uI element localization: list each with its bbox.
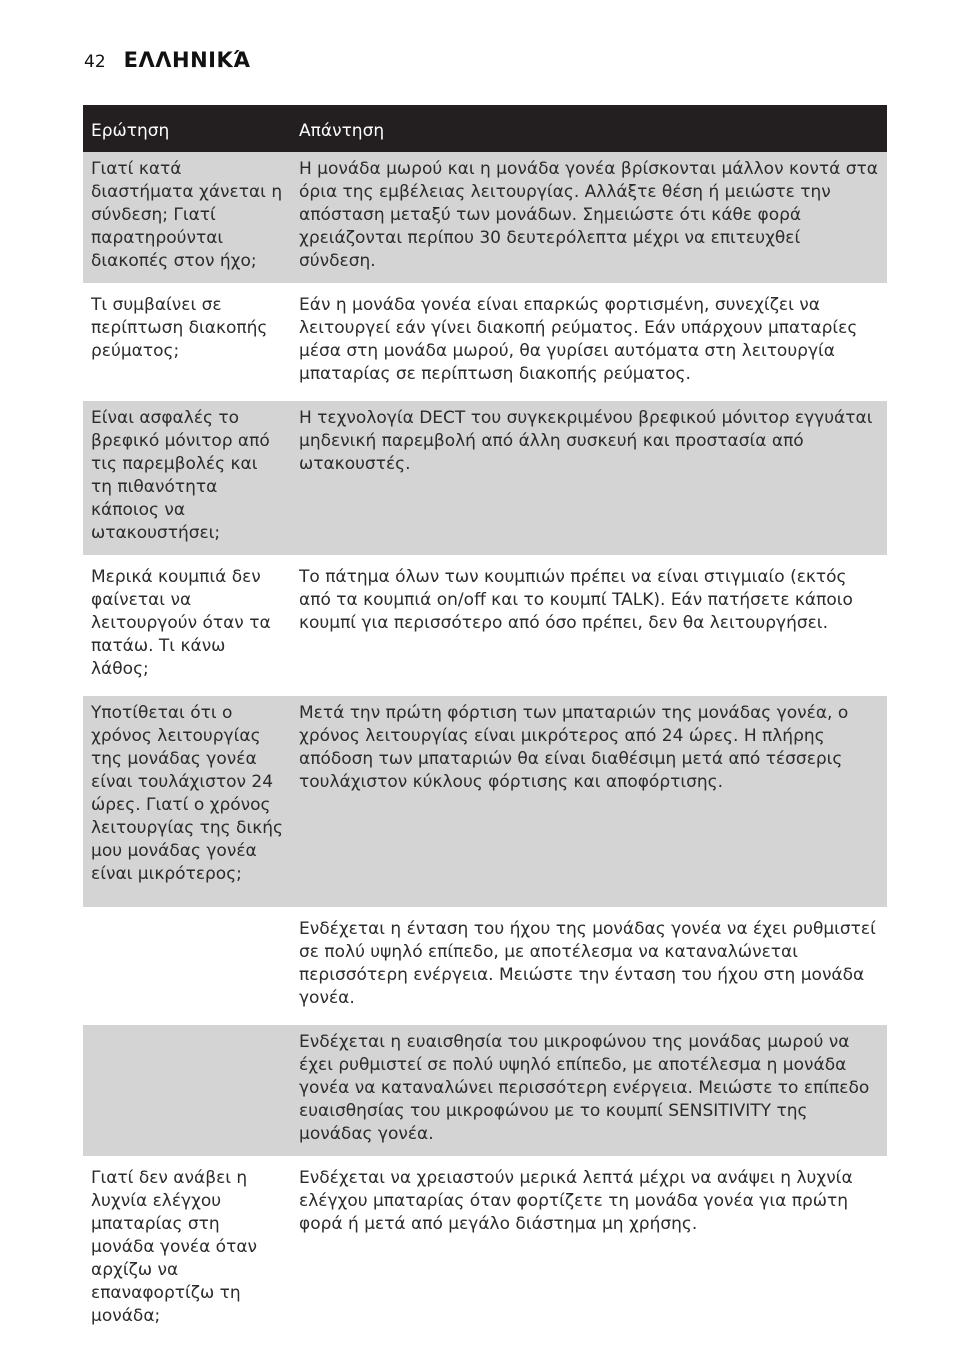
answer-cell: Εάν η μονάδα γονέα είναι επαρκώς φορτισμένη, συνεχίζει να λειτουργεί εάν γίνει διακοπή ρεύματος. Εάν υπάρχουν μπαταρίες μέσα στη μονάδα μωρού, θα γυρίσει αυτόματα στη λειτουργία μπαταρίας σε περίπτωση διακοπής ρεύματος. — [291, 286, 887, 399]
question-cell: Γιατί κατά διαστήματα χάνεται η σύνδεση; Γιατί παρατηρούνται διακοπές στον ήχο; — [83, 152, 291, 286]
table-row — [83, 1023, 887, 1159]
table-row — [83, 694, 887, 910]
answer-cell: Η μονάδα μωρού και η μονάδα γονέα βρίσκονται μάλλον κοντά στα όρια της εμβέλειας λειτουργίας. Αλλάξτε θέση ή μειώστε την απόσταση μεταξύ των μονάδων. Σημειώστε ότι κάθε φορά χρειάζονται περίπου 30 δευτερόλεπτα μέχρι να επιτευχθεί σύνδεση. — [291, 152, 887, 286]
answer-cell: Ενδέχεται να χρειαστούν μερικά λεπτά μέχρι να ανάψει η λυχνία ελέγχου μπαταρίας όταν φορτίζετε τη μονάδα γονέα για πρώτη φορά ή μετά από μεγάλο διάστημα μη χρήσης. — [291, 1159, 887, 1339]
table-header-row — [83, 105, 887, 152]
question-cell: Τι συμβαίνει σε περίπτωση διακοπής ρεύματος; — [83, 286, 291, 399]
answer-cell: Το πάτημα όλων των κουμπιών πρέπει να είναι στιγμιαίο (εκτός από τα κουμπιά on/off και το κουμπί TALK). Εάν πατήσετε κάποιο κουμπί για περισσότερο από όσο πρέπει, δεν θα λειτουργήσει. — [291, 558, 887, 694]
column-header-answer: Απάντηση — [291, 105, 887, 152]
answer-cell: Μετά την πρώτη φόρτιση των μπαταριών της μονάδας γονέα, ο χρόνος λειτουργίας είναι μικρότερος από 24 ώρες. Η πλήρης απόδοση των μπαταριών θα είναι διαθέσιμη μετά από τέσσερις τουλάχιστον κύκλους φόρτισης και αποφόρτισης. — [291, 694, 887, 910]
answer-cell: Ενδέχεται η ευαισθησία του μικροφώνου της μονάδας μωρού να έχει ρυθμιστεί σε πολύ υψηλό επίπεδο, με αποτέλεσμα η μονάδα γονέα να καταναλώνει περισσότερη ενέργεια. Μειώστε το επίπεδο ευαισθησίας του μικροφώνου με το κουμπί SENSITIVITY της μονάδας γονέα. — [291, 1023, 887, 1159]
table-row — [83, 910, 887, 1023]
faq-table — [83, 105, 887, 1338]
table-row — [83, 399, 887, 558]
table-row — [83, 152, 887, 286]
table-row — [83, 1159, 887, 1339]
page-header — [84, 48, 250, 72]
question-cell: Γιατί δεν ανάβει η λυχνία ελέγχου μπαταρίας στη μονάδα γονέα όταν αρχίζω να επαναφορτίζω τη μονάδα; — [83, 1159, 291, 1339]
table-row — [83, 558, 887, 694]
column-header-question: Ερώτηση — [83, 105, 291, 152]
answer-cell: Η τεχνολογία DECT του συγκεκριμένου βρεφικού μόνιτορ εγγυάται μηδενική παρεμβολή από άλλη συσκευή και προστασία από ωτακουστές. — [291, 399, 887, 558]
question-cell: Υποτίθεται ότι ο χρόνος λειτουργίας της μονάδας γονέα είναι τουλάχιστον 24 ώρες. Γιατί ο χρόνος λειτουργίας της δικής μου μονάδας γονέα είναι μικρότερος; — [83, 694, 291, 910]
question-cell: Μερικά κουμπιά δεν φαίνεται να λειτουργούν όταν τα πατάω. Τι κάνω λάθος; — [83, 558, 291, 694]
table-row — [83, 286, 887, 399]
question-cell: Είναι ασφαλές το βρεφικό μόνιτορ από τις παρεμβολές και τη πιθανότητα κάποιος να ωτακουστήσει; — [83, 399, 291, 558]
question-cell — [83, 910, 291, 1023]
page-number: 42 — [84, 52, 106, 72]
question-cell — [83, 1023, 291, 1159]
answer-cell: Ενδέχεται η ένταση του ήχου της μονάδας γονέα να έχει ρυθμιστεί σε πολύ υψηλό επίπεδο, με αποτέλεσμα να καταναλώνεται περισσότερη ενέργεια. Μειώστε την ένταση του ήχου στη μονάδα γονέα. — [291, 910, 887, 1023]
page-language-title: ΕΛΛΗΝΙΚΆ — [123, 48, 251, 72]
